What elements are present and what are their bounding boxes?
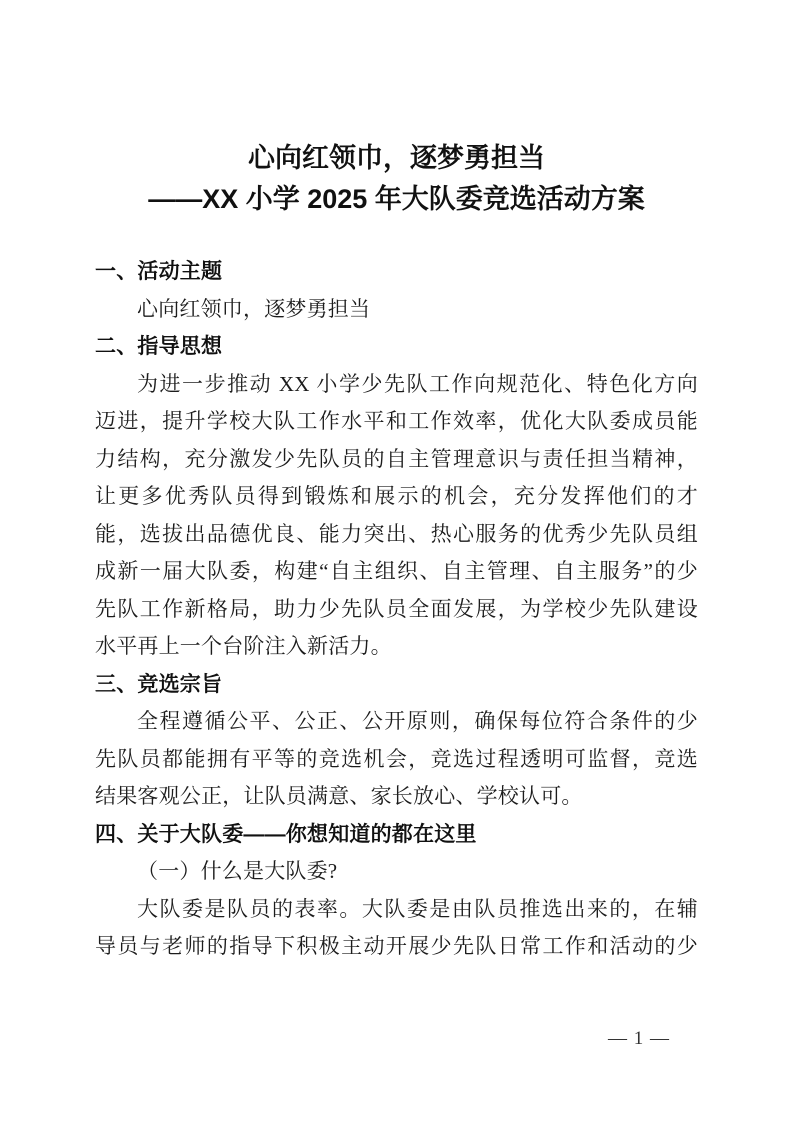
text-line: 水平再上一个台阶注入新活力。 bbox=[95, 634, 392, 658]
section-heading-3: 三、竞选宗旨 bbox=[95, 672, 223, 696]
doc-title-line-1: 心向红领巾，逐梦勇担当 bbox=[248, 143, 545, 173]
text-line: 迈进，提升学校大队工作水平和工作效率，优化大队委成员能 bbox=[95, 409, 698, 433]
text-line: 全程遵循公平、公正、公开原则，确保每位符合条件的少 bbox=[137, 709, 698, 733]
text-line: 先队工作新格局，助力少先队员全面发展，为学校少先队建设 bbox=[95, 596, 698, 621]
section-heading-1: 一、活动主题 bbox=[95, 260, 223, 283]
text-line: 心向红领巾，逐梦勇担当 bbox=[137, 296, 371, 321]
section-heading-2: 二、指导思想 bbox=[95, 335, 223, 358]
doc-title-line-2: ——XX 小学 2025 年大队委竞选活动方案 bbox=[148, 184, 645, 214]
document-body bbox=[95, 253, 698, 966]
subsection-heading: （一）什么是大队委? bbox=[137, 859, 338, 883]
text-line: 能，选拔出品德优良、能力突出、热心服务的优秀少先队员组 bbox=[95, 521, 698, 546]
text-line: 成新一届大队委，构建“自主组织、自主管理、自主服务”的少 bbox=[95, 559, 698, 583]
text-line: 导员与老师的指导下积极主动开展少先队日常工作和活动的少 bbox=[95, 934, 698, 958]
document-title bbox=[95, 138, 698, 220]
page-number: — 1 — bbox=[608, 1028, 670, 1049]
text-line: 为进一步推动 XX 小学少先队工作向规范化、特色化方向 bbox=[137, 371, 698, 396]
section-heading-4: 四、关于大队委——你想知道的都在这里 bbox=[95, 822, 477, 846]
text-line: 大队委是队员的表率。大队委是由队员推选出来的，在辅 bbox=[137, 896, 698, 921]
text-line: 让更多优秀队员得到锻炼和展示的机会，充分发挥他们的才 bbox=[95, 484, 698, 508]
text-line: 结果客观公正，让队员满意、家长放心、学校认可。 bbox=[95, 784, 583, 808]
text-line: 先队员都能拥有平等的竞选机会，竞选过程透明可监督，竞选 bbox=[95, 746, 698, 771]
text-line: 力结构，充分激发少先队员的自主管理意识与责任担当精神， bbox=[95, 446, 698, 471]
